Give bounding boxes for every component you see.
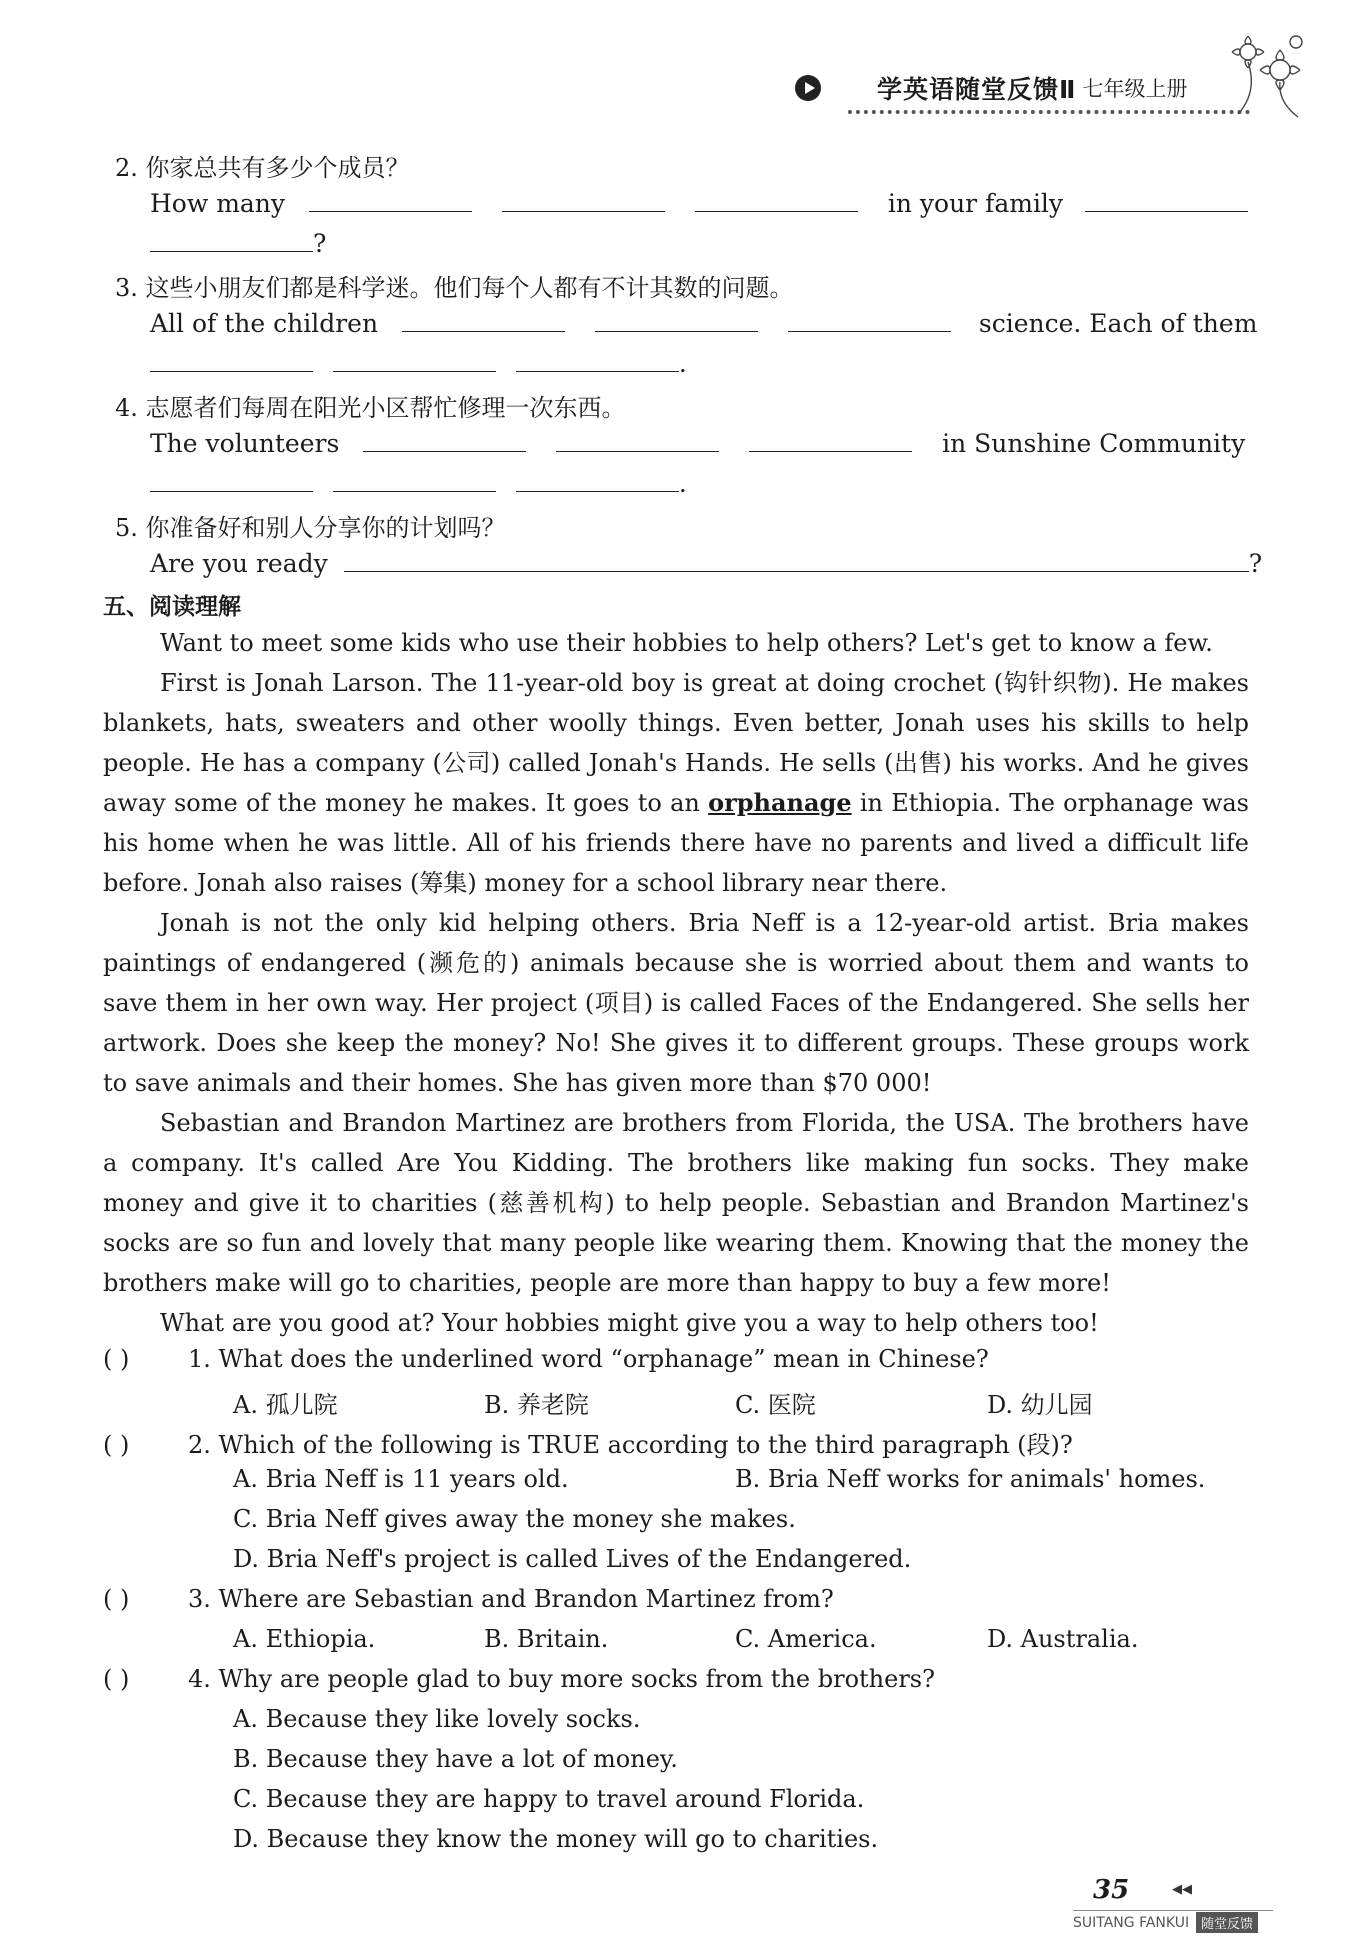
flower-decoration-icon (1218, 22, 1318, 122)
question-2-lead: How many (150, 189, 286, 218)
option-b[interactable]: B. Bria Neff works for animals' homes. (735, 1465, 1206, 1493)
answer-bracket[interactable]: ( ) (103, 1585, 130, 1613)
question-2-middle: in your family (887, 189, 1064, 218)
answer-bracket[interactable]: ( ) (103, 1431, 130, 1459)
double-arrow-left-icon: ◀◀ (1172, 1882, 1192, 1897)
answer-blank[interactable] (150, 347, 313, 372)
option-a[interactable]: A. Because they like lovely socks. (233, 1705, 641, 1733)
option-a[interactable]: A. 孤儿院 (233, 1391, 338, 1419)
mcq-question-2 (103, 1425, 1073, 1460)
question-stem: 2. Which of the following is TRUE according to the third paragraph (段)? (188, 1431, 1073, 1459)
footer-badge: 随堂反馈 (1196, 1912, 1258, 1933)
question-2-english (150, 187, 1248, 218)
question-mark: ? (1248, 549, 1263, 578)
option-c[interactable]: C. Bria Neff gives away the money she makes. (233, 1505, 796, 1533)
option-a[interactable]: A. Ethiopia. (233, 1625, 376, 1653)
answer-blank[interactable] (788, 307, 951, 332)
play-icon (795, 75, 821, 101)
answer-blank[interactable] (150, 227, 313, 252)
question-4-english (150, 427, 1245, 458)
footer-rule (1073, 1910, 1273, 1911)
option-b[interactable]: B. 养老院 (484, 1391, 589, 1419)
answer-blank[interactable] (502, 187, 665, 212)
answer-blank[interactable] (695, 187, 858, 212)
answer-blank[interactable] (749, 427, 912, 452)
question-5-chinese: 5. 你准备好和别人分享你的计划吗？ (115, 514, 506, 542)
question-3-lead: All of the children (150, 309, 379, 338)
footer-pinyin: SUITANG FANKUI (1073, 1915, 1190, 1931)
underlined-word: orphanage (708, 788, 852, 817)
option-d[interactable]: D. Because they know the money will go to charities. (233, 1825, 879, 1853)
option-b[interactable]: B. Because they have a lot of money. (233, 1745, 678, 1773)
answer-blank[interactable] (344, 547, 1249, 572)
question-4-middle: in Sunshine Community (942, 429, 1246, 458)
question-5-lead: Are you ready (150, 549, 328, 578)
passage-paragraph-1: Want to meet some kids who use their hobbies to help others? Let's get to know a few. (160, 629, 1213, 657)
answer-blank[interactable] (516, 467, 679, 492)
answer-blank[interactable] (1085, 187, 1248, 212)
period: . (678, 469, 687, 498)
answer-blank[interactable] (333, 467, 496, 492)
book-subtitle: 七年级上册 (1082, 77, 1188, 101)
option-d[interactable]: D. Australia. (987, 1625, 1139, 1653)
page-number: 35 (1093, 1875, 1130, 1905)
question-4-continued (150, 467, 687, 498)
mcq-question-4 (103, 1665, 935, 1693)
answer-blank[interactable] (363, 427, 526, 452)
header-dotted-rule (848, 110, 1250, 114)
answer-blank[interactable] (309, 187, 472, 212)
reading-passage (103, 623, 1249, 1343)
question-stem: 1. What does the underlined word “orphanage” mean in Chinese? (188, 1345, 989, 1373)
question-5-english (150, 547, 1262, 578)
option-d[interactable]: D. Bria Neff's project is called Lives of the Endangered. (233, 1545, 912, 1573)
option-c[interactable]: C. 医院 (735, 1391, 816, 1419)
answer-blank[interactable] (556, 427, 719, 452)
answer-blank[interactable] (333, 347, 496, 372)
book-title: 学英语随堂反馈Ⅱ (877, 75, 1077, 104)
passage-paragraph-5: What are you good at? Your hobbies might give you a way to help others too! (160, 1309, 1099, 1337)
question-stem: 4. Why are people glad to buy more socks from the brothers? (188, 1665, 935, 1693)
question-3-continued (150, 347, 687, 378)
question-2-continued (150, 227, 326, 258)
answer-blank[interactable] (516, 347, 679, 372)
paragraph-2-text: First is Jonah Larson. The 11-year-old boy is great at doing crochet (钩针织物). He makes blankets, hats, sweaters and other woolly things. Even better, Jonah uses his skills to help people. He has a company (公司) called Jonah's Hands. He sells (出售) his works. And he gives away some of the money he makes. It goes to an (103, 669, 1249, 817)
passage-paragraph-4: Sebastian and Brandon Martinez are brothers from Florida, the USA. The brothers have a company. It's called Are You Kidding. The brothers like making fun socks. They make money and give it to charities (慈善机构) to help people. Sebastian and Brandon Martinez's socks are so fun and lovely that many people like wearing them. Knowing that the money the brothers make will go to charities, people are more than happy to buy a few more! (103, 1109, 1249, 1297)
question-3-chinese: 3. 这些小朋友们都是科学迷。他们每个人都有不计其数的问题。 (115, 274, 794, 302)
question-mark: ? (313, 229, 327, 258)
question-2-chinese: 2. 你家总共有多少个成员？ (115, 154, 410, 182)
option-c[interactable]: C. America. (735, 1625, 877, 1653)
option-b[interactable]: B. Britain. (484, 1625, 609, 1653)
option-d[interactable]: D. 幼儿园 (987, 1391, 1093, 1419)
passage-paragraph-2 (103, 663, 1249, 903)
answer-blank[interactable] (595, 307, 758, 332)
section-title: 五、阅读理解 (103, 594, 241, 620)
passage-paragraph-3: Jonah is not the only kid helping others. Bria Neff is a 12-year-old artist. Bria makes paintings of endangered (濒危的) animals because she is worried about them and wants to save them in her own way. Her project (项目) is called Faces of the Endangered. She sells her artwork. Does she keep the money? No! She gives it to different groups. These groups work to save animals and their homes. She has given more than $70 000! (103, 909, 1249, 1097)
mcq-question-3 (103, 1585, 834, 1613)
answer-bracket[interactable]: ( ) (103, 1665, 130, 1693)
mcq-question-1 (103, 1345, 989, 1373)
answer-bracket[interactable]: ( ) (103, 1345, 130, 1373)
paragraph-2-text-continued: in Ethiopia. The orphanage was his home when he was little. All of his friends there have no parents and lived a difficult life before. Jonah also raises (筹集) money for a school library near there. (103, 789, 1249, 897)
answer-blank[interactable] (402, 307, 565, 332)
question-3-english (150, 307, 1257, 338)
option-a[interactable]: A. Bria Neff is 11 years old. (233, 1465, 569, 1493)
question-4-lead: The volunteers (150, 429, 340, 458)
question-4-chinese: 4. 志愿者们每周在阳光小区帮忙修理一次东西。 (115, 394, 626, 422)
page-header (795, 70, 1187, 106)
question-stem: 3. Where are Sebastian and Brandon Martinez from? (188, 1585, 834, 1613)
period: . (678, 349, 687, 378)
option-c[interactable]: C. Because they are happy to travel around Florida. (233, 1785, 865, 1813)
answer-blank[interactable] (150, 467, 313, 492)
question-3-middle: science. Each of them (978, 309, 1258, 338)
